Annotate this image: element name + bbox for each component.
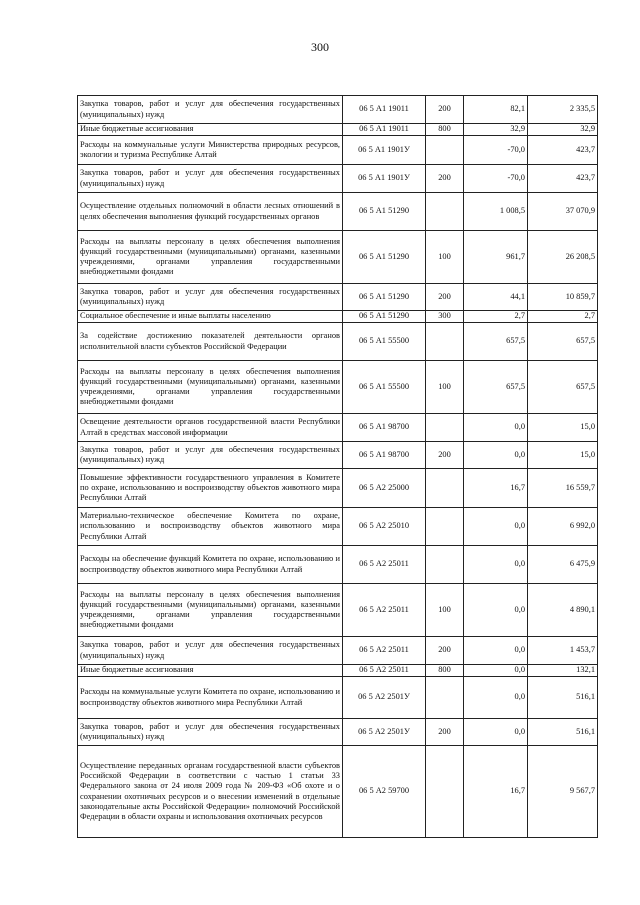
row-expense-type: 800 [426,665,464,677]
row-amount-total: 2,7 [528,311,598,323]
row-code: 06 5 А2 25011 [343,584,426,637]
row-amount-change: 0,0 [464,442,528,469]
row-expense-type: 100 [426,231,464,284]
row-name: Социальное обеспечение и иные выплаты населению [78,311,343,323]
row-name: Закупка товаров, работ и услуг для обеспечения государственных (муниципальных) нужд [78,284,343,311]
row-amount-total: 4 890,1 [528,584,598,637]
row-code: 06 5 А2 25011 [343,546,426,584]
row-name: Расходы на коммунальные услуги Министерства природных ресурсов, экологии и туризма Республике Алтай [78,136,343,165]
table-row [78,584,598,637]
row-code: 06 5 А1 1901У [343,165,426,193]
table-row [78,96,598,124]
row-name: Расходы на выплаты персоналу в целях обеспечения выполнения функций государственными (муниципальными) органами, казенными учреждениями, органами управления государственными внебюджетными фондами [78,231,343,284]
row-amount-total: 657,5 [528,361,598,414]
table-row [78,284,598,311]
table-row [78,323,598,361]
row-expense-type: 200 [426,165,464,193]
row-expense-type [426,546,464,584]
row-expense-type [426,469,464,508]
table-row [78,719,598,746]
row-amount-change: 0,0 [464,584,528,637]
row-name: Закупка товаров, работ и услуг для обеспечения государственных (муниципальных) нужд [78,719,343,746]
row-code: 06 5 А2 59700 [343,746,426,838]
table-row [78,746,598,838]
row-amount-total: 6 475,9 [528,546,598,584]
row-name: Осуществление переданных органам государственной власти субъектов Российской Федерации в соответствии с частью 1 статьи 33 Федерального закона от 24 июля 2009 года № 209-ФЗ «Об охоте и о сохранении охотничьих ресурсов и о внесении изменений в отдельные законодательные акты Российской Федерации» полномочий Российской Федерации в области охраны и использования охотничьих ресурсов [78,746,343,838]
row-code: 06 5 А2 25011 [343,665,426,677]
table-row [78,637,598,665]
row-code: 06 5 А1 51290 [343,284,426,311]
table-row [78,361,598,414]
row-amount-total: 423,7 [528,165,598,193]
table-row [78,677,598,719]
row-code: 06 5 А1 51290 [343,193,426,231]
row-name: Освещение деятельности органов государственной власти Республики Алтай в средствах массовой информации [78,414,343,442]
row-expense-type [426,508,464,546]
row-name: Закупка товаров, работ и услуг для обеспечения государственных (муниципальных) нужд [78,442,343,469]
table-row [78,442,598,469]
row-amount-change: -70,0 [464,136,528,165]
row-amount-total: 26 208,5 [528,231,598,284]
row-expense-type: 200 [426,637,464,665]
row-amount-change: -70,0 [464,165,528,193]
row-amount-change: 0,0 [464,508,528,546]
row-expense-type: 200 [426,96,464,124]
budget-table [77,95,598,838]
row-name: Закупка товаров, работ и услуг для обеспечения государственных (муниципальных) нужд [78,165,343,193]
row-expense-type: 200 [426,719,464,746]
row-amount-total: 1 453,7 [528,637,598,665]
budget-table-body [78,96,598,838]
row-amount-change: 657,5 [464,323,528,361]
table-row [78,231,598,284]
row-amount-change: 82,1 [464,96,528,124]
row-expense-type: 100 [426,584,464,637]
row-amount-change: 0,0 [464,719,528,746]
row-code: 06 5 А2 25011 [343,637,426,665]
row-amount-total: 32,9 [528,124,598,136]
row-amount-change: 2,7 [464,311,528,323]
row-amount-total: 15,0 [528,442,598,469]
row-amount-change: 1 008,5 [464,193,528,231]
row-code: 06 5 А1 1901У [343,136,426,165]
table-row [78,546,598,584]
row-name: Расходы на коммунальные услуги Комитета по охране, использованию и воспроизводству объектов животного мира Республики Алтай [78,677,343,719]
row-name: Материально-техническое обеспечение Комитета по охране, использованию и воспроизводству объектов животного мира Республики Алтай [78,508,343,546]
row-expense-type: 200 [426,442,464,469]
row-expense-type [426,677,464,719]
row-amount-change: 0,0 [464,665,528,677]
table-row [78,193,598,231]
row-amount-change: 961,7 [464,231,528,284]
row-expense-type [426,414,464,442]
row-code: 06 5 А1 98700 [343,414,426,442]
row-amount-total: 516,1 [528,677,598,719]
row-name: Расходы на выплаты персоналу в целях обеспечения выполнения функций государственными (муниципальными) органами, казенными учреждениями, органами управления государственными внебюджетными фондами [78,584,343,637]
row-expense-type: 300 [426,311,464,323]
row-code: 06 5 А2 2501У [343,719,426,746]
row-amount-total: 132,1 [528,665,598,677]
row-amount-total: 6 992,0 [528,508,598,546]
row-expense-type: 100 [426,361,464,414]
row-amount-total: 657,5 [528,323,598,361]
row-expense-type [426,323,464,361]
table-row [78,469,598,508]
row-code: 06 5 А2 25010 [343,508,426,546]
row-amount-change: 657,5 [464,361,528,414]
row-code: 06 5 А1 51290 [343,311,426,323]
table-row [78,414,598,442]
row-amount-change: 0,0 [464,546,528,584]
table-row [78,311,598,323]
row-name: За содействие достижению показателей деятельности органов исполнительной власти субъектов Российской Федерации [78,323,343,361]
row-amount-total: 9 567,7 [528,746,598,838]
table-row [78,165,598,193]
row-code: 06 5 А1 98700 [343,442,426,469]
row-name: Закупка товаров, работ и услуг для обеспечения государственных (муниципальных) нужд [78,96,343,124]
row-expense-type: 800 [426,124,464,136]
row-amount-change: 44,1 [464,284,528,311]
row-amount-change: 0,0 [464,414,528,442]
row-name: Расходы на обеспечение функций Комитета по охране, использованию и воспроизводству объектов животного мира Республики Алтай [78,546,343,584]
row-amount-change: 16,7 [464,469,528,508]
row-expense-type: 200 [426,284,464,311]
row-code: 06 5 А1 19011 [343,124,426,136]
row-amount-change: 0,0 [464,637,528,665]
row-amount-total: 16 559,7 [528,469,598,508]
row-name: Расходы на выплаты персоналу в целях обеспечения выполнения функций государственными (муниципальными) органами, казенными учреждениями, органами управления государственными внебюджетными фондами [78,361,343,414]
row-amount-total: 37 070,9 [528,193,598,231]
row-amount-total: 516,1 [528,719,598,746]
row-amount-total: 10 859,7 [528,284,598,311]
row-expense-type [426,136,464,165]
row-amount-change: 32,9 [464,124,528,136]
row-amount-total: 2 335,5 [528,96,598,124]
row-expense-type [426,746,464,838]
row-amount-change: 16,7 [464,746,528,838]
row-code: 06 5 А2 2501У [343,677,426,719]
row-name: Осуществление отдельных полномочий в области лесных отношений в целях обеспечения выполнения функций государственных органов [78,193,343,231]
table-row [78,665,598,677]
row-name: Иные бюджетные ассигнования [78,665,343,677]
row-amount-change: 0,0 [464,677,528,719]
table-row [78,136,598,165]
row-code: 06 5 А2 25000 [343,469,426,508]
row-name: Иные бюджетные ассигнования [78,124,343,136]
row-name: Повышение эффективности государственного управления в Комитете по охране, использованию и воспроизводству объектов животного мира Республики Алтай [78,469,343,508]
row-amount-total: 15,0 [528,414,598,442]
page-number: 300 [311,40,329,54]
row-expense-type [426,193,464,231]
table-row [78,124,598,136]
row-name: Закупка товаров, работ и услуг для обеспечения государственных (муниципальных) нужд [78,637,343,665]
table-row [78,508,598,546]
row-code: 06 5 А1 55500 [343,323,426,361]
row-code: 06 5 А1 55500 [343,361,426,414]
row-amount-total: 423,7 [528,136,598,165]
row-code: 06 5 А1 19011 [343,96,426,124]
row-code: 06 5 А1 51290 [343,231,426,284]
